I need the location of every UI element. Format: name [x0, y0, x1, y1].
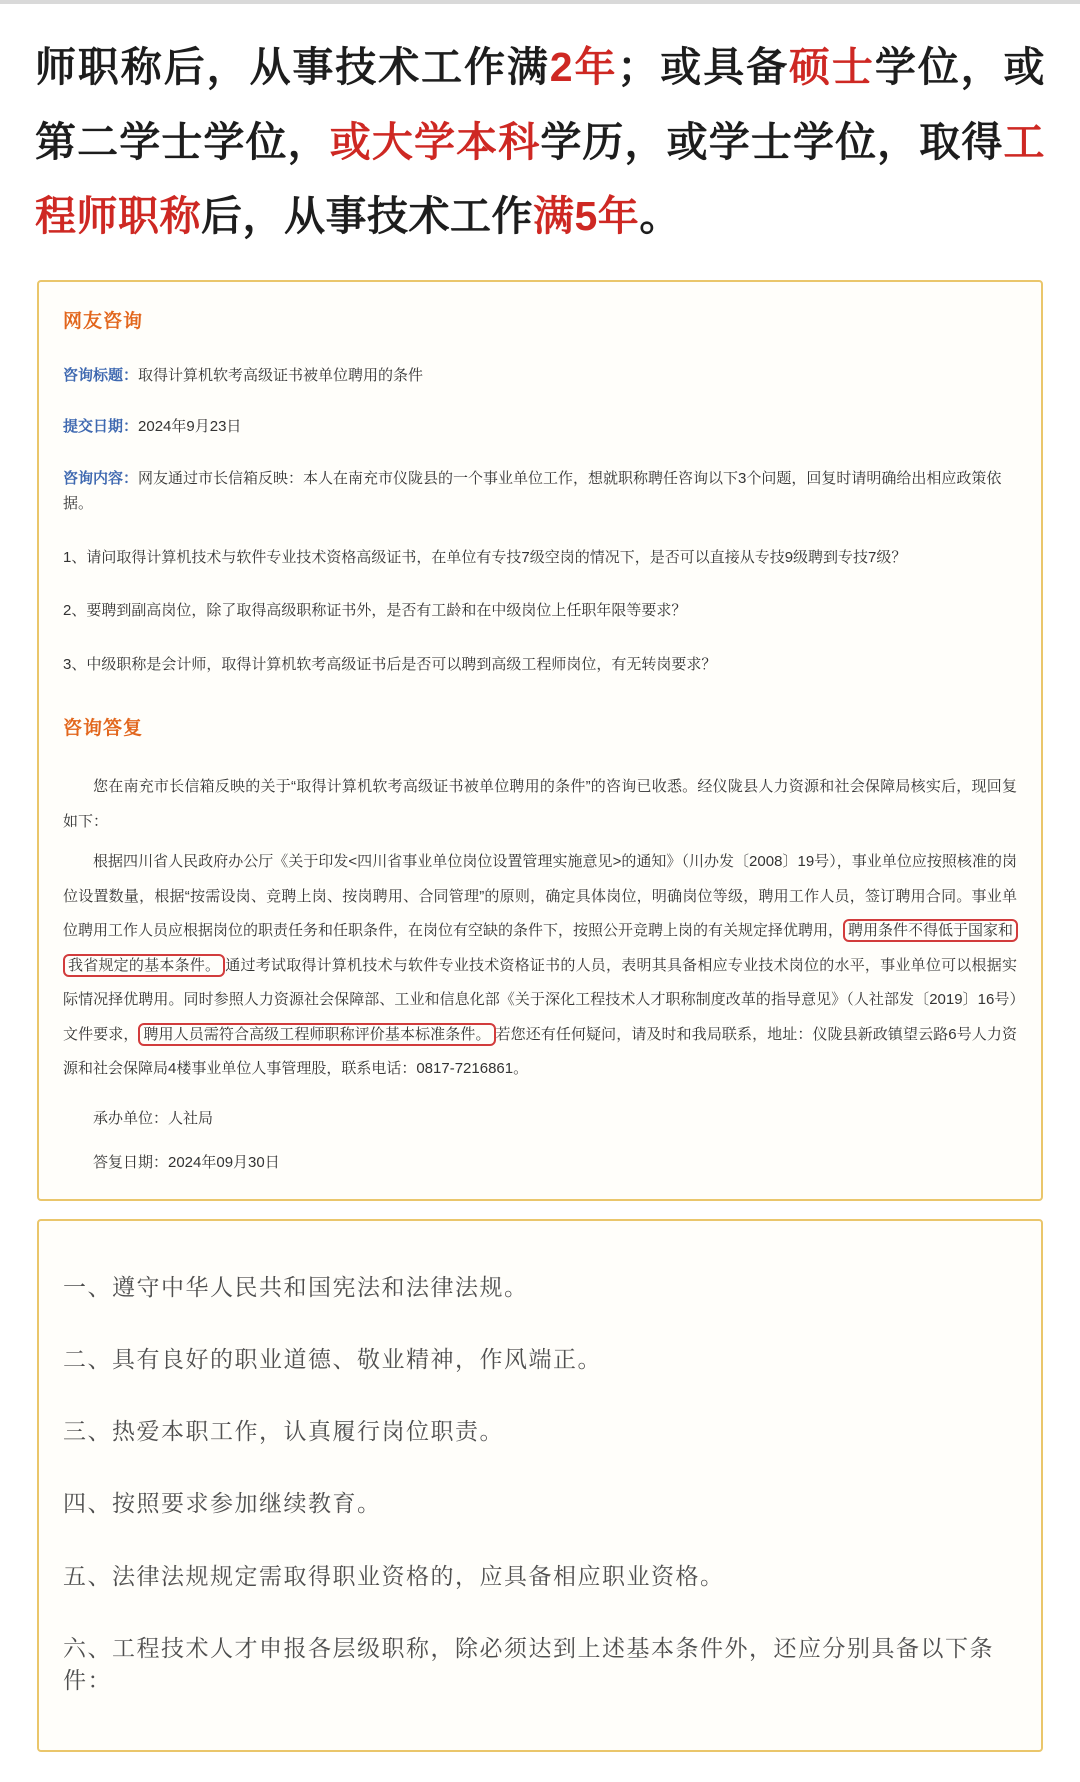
highlight-red-text: 或大学本科 — [329, 118, 541, 165]
requirement-item-5: 五、法律法规规定需取得职业资格的，应具备相应职业资格。 — [63, 1562, 725, 1589]
highlight-red-text: 2年 — [549, 44, 618, 90]
text-segment: 学历，或学士学位，取得 — [540, 118, 1004, 165]
netizen-consultation-card — [37, 280, 1043, 1201]
reply-paragraph-2 — [63, 845, 1017, 1087]
text-segment: 后，从事技术工作 — [201, 193, 533, 240]
agency-line: 承办单位：人社局 — [93, 1109, 214, 1127]
text-segment: 通过考试取得计算机技术与软件专业技术资格证书的人员，表明其具备相应专业技术岗位的水平，事业单位可以根据实际情况择优聘用。同时参照人力资源社会保障部、工业和信息化部《关于深化工程技术人才职称制度改革的指导意见》（人社部发〔2019〕16号）文件要求， — [63, 956, 1017, 1043]
requirement-item-1: 一、遵守中华人民共和国宪法和法律法规。 — [63, 1273, 529, 1300]
requirement-item-6: 六、工程技术人才申报各层级职称，除必须达到上述基本条件外，还应分别具备以下条件： — [63, 1634, 994, 1693]
highlight-boxed-text: 聘用条件不得低于国家和我省规定的基本条件。 — [63, 919, 1018, 977]
highlight-red-text: 工程师职称 — [35, 118, 1046, 240]
field-label-title: 咨询标题： — [63, 366, 139, 384]
requirement-item-2: 二、具有良好的职业道德、敬业精神，作风端正。 — [63, 1346, 602, 1373]
requirements-card — [37, 1219, 1043, 1752]
intro-paragraph — [35, 30, 1045, 254]
reply-heading: 咨询答复 — [63, 718, 144, 740]
consultation-heading: 网友咨询 — [63, 310, 144, 332]
field-value-title: 取得计算机软考高级证书被单位聘用的条件 — [138, 366, 424, 384]
text-segment: ；或具备 — [617, 44, 790, 90]
reply-date-line: 答复日期：2024年09月30日 — [93, 1153, 280, 1171]
field-value-date: 2024年9月23日 — [138, 418, 242, 436]
requirement-item-3: 三、热爱本职工作，认真履行岗位职责。 — [63, 1418, 504, 1445]
field-submit-date — [63, 414, 1017, 440]
text-segment: 师职称后，从事技术工作满 — [35, 44, 550, 90]
requirement-item-4: 四、按照要求参加继续教育。 — [63, 1490, 382, 1517]
question-3: 3、中级职称是会计师，取得计算机软考高级证书后是否可以聘到高级工程师岗位，有无转岗要求？ — [63, 655, 717, 673]
text-segment: 若您还有任何疑问，请及时和我局联系，地址：仪陇县新政镇望云路6号人力资源和社会保障局4楼事业单位人事管理股，联系电话：0817-7216861。 — [63, 1025, 1017, 1078]
question-2: 2、要聘到副高岗位，除了取得高级职称证书外，是否有工龄和在中级岗位上任职年限等要求？ — [63, 602, 687, 620]
question-1: 1、请问取得计算机技术与软件专业技术资格高级证书，在单位有专技7级空岗的情况下，是否可以直接从专技9级聘到专技7级？ — [63, 548, 907, 566]
field-value-content: 网友通过市长信箱反映：本人在南充市仪陇县的一个事业单位工作，想就职称聘任咨询以下3个问题，回复时请明确给出相应政策依据。 — [63, 469, 1002, 513]
field-consult-content — [63, 466, 1017, 517]
highlight-red-text: 硕士 — [789, 44, 875, 90]
highlight-red-text: 满5年 — [533, 193, 640, 240]
text-segment: 根据四川省人民政府办公厅《关于印发<四川省事业单位岗位设置管理实施意见>的通知》（川办发〔2008〕19号），事业单位应按照核准的岗位设置数量，根据“按需设岗、竞聘上岗、按岗聘用、合同管理”的原则，确定具体岗位，明确岗位等级，聘用工作人员，签订聘用合同。事业单位聘用工作人员应根据岗位的职责任务和任职条件，在岗位有空缺的条件下，按照公开竞聘上岗的有关规定择优聘用， — [63, 853, 1017, 940]
reply-paragraph-1: 您在南充市长信箱反映的关于“取得计算机软考高级证书被单位聘用的条件”的咨询已收悉。经仪陇县人力资源和社会保障局核实后，现回复如下： — [63, 778, 1017, 830]
field-consult-title — [63, 363, 1017, 389]
field-label-content: 咨询内容： — [63, 469, 139, 487]
screen-edge-strip — [0, 0, 1080, 4]
text-segment: 。 — [639, 193, 681, 240]
highlight-boxed-text: 聘用人员需符合高级工程师职称评价基本标准条件。 — [138, 1023, 495, 1046]
field-label-date: 提交日期： — [63, 418, 139, 436]
text-segment: 学位，或第二学士学位， — [35, 44, 1046, 165]
